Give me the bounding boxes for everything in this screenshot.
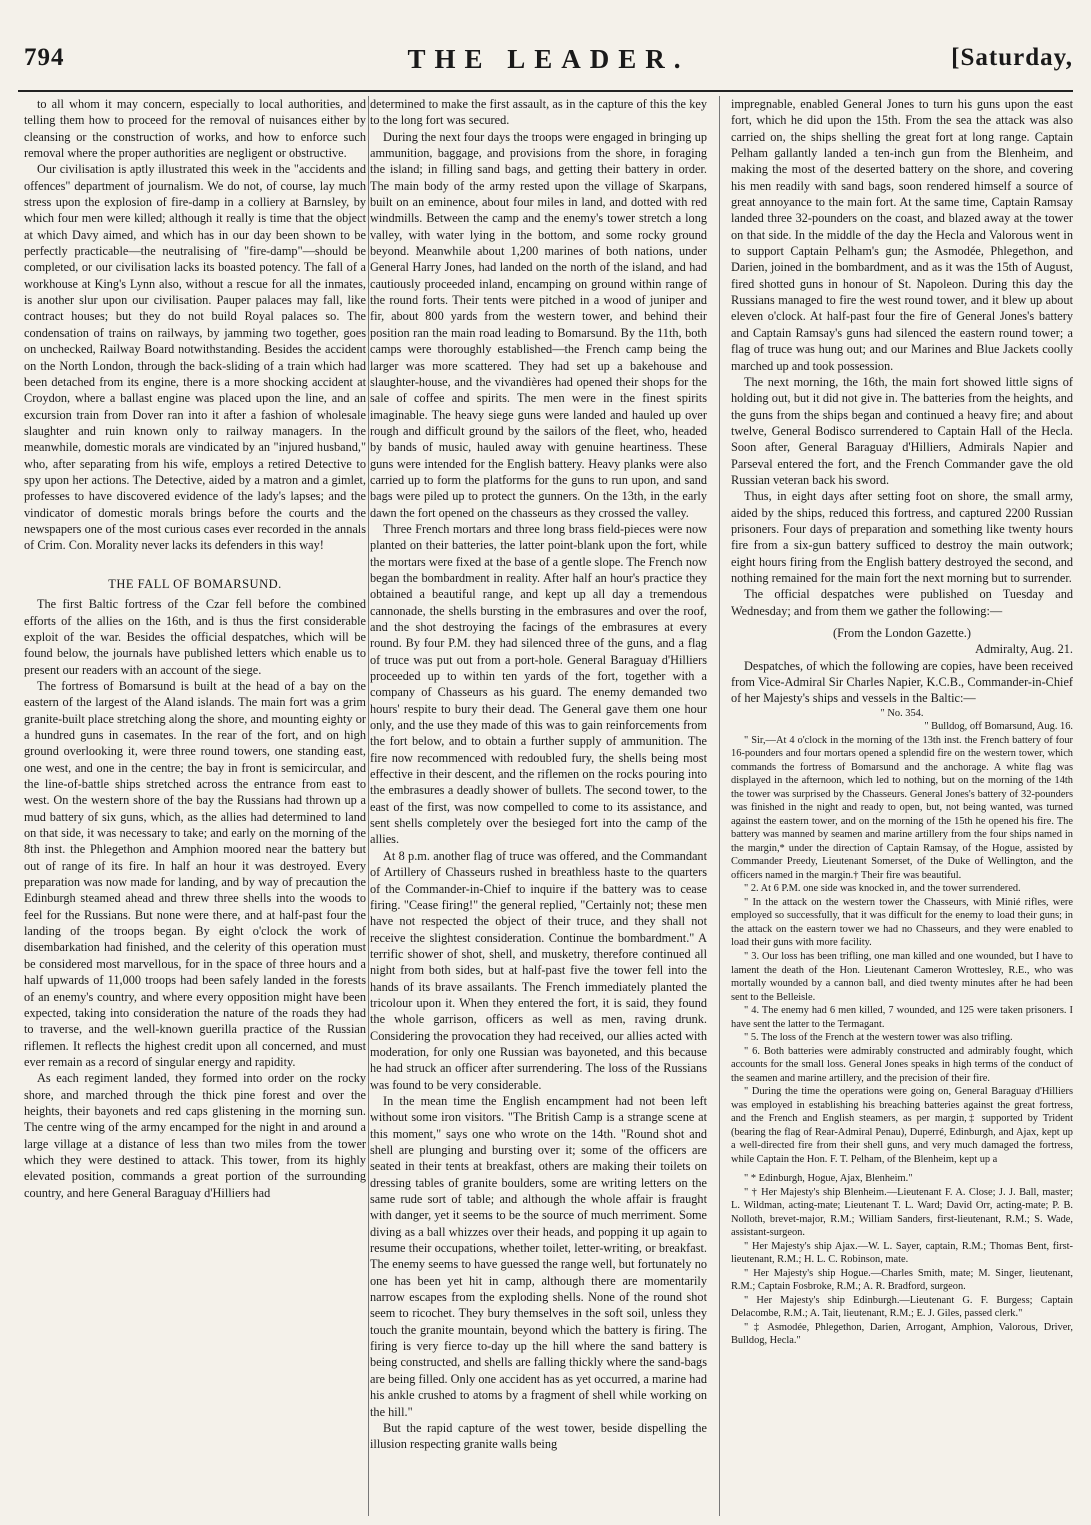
column-divider xyxy=(368,96,369,1516)
footnote: " Her Majesty's ship Ajax.—W. L. Sayer, captain, R.M.; Thomas Bent, first-lieutenant, R.M.; H. L. C. Robinson, mate. xyxy=(731,1240,1073,1266)
paragraph: Three French mortars and three long brass field-pieces were now planted on their batteries, the latter point-blank upon the fort, while the mortars were fixed at the base of a gentle slope. The French now began the bombardment in reality. After half an hour's practice they obtained a beautiful range, and kept up all day a tremendous cannonade, the shells bursting in the embrasures and over the roof, and the shot destroying the facings of the embrasures at every round. By four P.M. they had silenced three of the guns, and a flag of truce was put out from a port-hole. General Baraguay d'Hilliers proceeded up to within ten yards of the fort, together with a company of Chasseurs as his guard. The enemy demanded two hours' respite to bury their dead. The General gave them one hour only, and the use they made of this was to gain reinforcements from the fort below, and to obtain a further supply of ammunition. The fire now recommenced with redoubled fury, the shells being most effective in their descent, and the riflemen on the rocks pouring into the embrasures a deadly shower of bullets. The second tower, to the east of the first, was now compelled to come to its assistance, and sent shells completely over the besieged fort into the camp of the allies. xyxy=(370,521,707,847)
paragraph: At 8 p.m. another flag of truce was offered, and the Commandant of Artillery of Chasseurs rushed in breathless haste to the quarters of the Commander-in-Chief to inquire if the battery was to cease firing. "Cease firing!" the general replied, "Certainly not; these men have not respected the object of their truce, and they shall not receive the slightest consideration. Continue the bombardment." A terrific shower of shot, shell, and musketry, therefore continued all night from both sides, but at half-past five the tower fell into the hands of its brave assailants. The French immediately planted the tricolour upon it. When they entered the fort, it is said, they found the whole garrison, officers as well as men, raving drunk. Considering the provocation they had received, our allies acted with moderation, for only one Russian was bayoneted, and this because he had struck an officer after surrendering. The loss of the Russians was found to be very considerable. xyxy=(370,848,707,1092)
section-title: THE FALL OF BOMARSUND. xyxy=(108,576,282,591)
paragraph: Our civilisation is aptly illustrated this week in the "accidents and offences" department of journalism. We do not, of course, lay much stress upon the explosion of fire-damp in a colliery at Barnsley, by which four men were killed; although it really is time that the object at which Davy aimed, and which has in our day been shown to be perfectly practicable—the neutralising of "fire-damp"—should be completed, or our civilisation lacks its boasted potency. The fall of a workhouse at King's Lynn also, without a rescue for all the inmates, is another slur upon our civilisation. Pauper palaces may fall, like contract houses; but they do not build Royal palaces so. The condensation of trains on railways, by jamming two together, goes on unchecked, Railway Board notwithstanding. Besides the accident on the North London, through the back-sliding of a train which had been detached from its engine, there is a more shocking accident at Croydon, where a ballast engine was placed upon the line, and an excursion train from Dover ran into it after a fashion of wholesale slaughter and ruin known only to railway managers. In the meanwhile, domestic morals are vindicated by an "injured husband," who, after separating from his wife, employs a retired Detective to spy upon her actions. The Detective, aided by a matron and a gimlet, professes to have discovered evidence of the lady's lapses; and the vindicator of domestic morals brings before the courts and the newspapers one of the most curious cases ever recorded in the annals of Crim. Con. Morality never lacks its defenders in this way! xyxy=(24,162,366,553)
footnote: " Her Majesty's ship Edinburgh.—Lieutenant G. F. Burgess; Captain Delacombe, R.M.; A. Tait, lieutenant, R.M.; E. J. Giles, passed clerk." xyxy=(731,1294,1073,1320)
footnote: " * Edinburgh, Hogue, Ajax, Blenheim." xyxy=(744,1173,913,1185)
column-divider xyxy=(719,96,720,1516)
column-3 xyxy=(731,96,1073,1516)
paper-title: THE LEADER. xyxy=(407,44,690,74)
paragraph: In the mean time the English encampment had not been left without some iron visitors. "The British Camp is a strange scene at this moment," says one who wrote on the 14th. "Round shot and shell are plunging and bursting over it; some of the officers are seated in their tents at breakfast, others are making their toilets on dressing tables of granite boulders, some are writing letters on the same rude sort of table; and although the whole affair is fraught with danger, yet it seems to be the source of much merriment. Some diving as a ball whizzes over their heads, and popping it up again to resume their occupations, whether toilet, letter-writing, or breakfast. The enemy seems to have guessed the range well, but fortunately no one has been yet hit in camp, although there are momentarily narrow escapes from the exploding shells. None of the round shot seem to ricochet. They bury themselves in the soft soil, unless they touch the granite mountain, beyond which the battery is firing. The firing is very fierce to-day up the hill where the sand battery is being constructed, and shells are falling thickly where the sand-bags are being filled. Only one accident has as yet occurred, a marine had his ankle crushed to atoms by a fragment of shell while working on the hill." xyxy=(370,1093,707,1419)
despatch-paragraph: " 3. Our loss has been trifling, one man killed and one wounded, but I have to lament the death of the Hon. Lieutenant Cameron Wrottesley, R.E., who was mortally wounded by a cannon ball, and died twenty minutes after he had been sent to the Belleisle. xyxy=(731,951,1073,1003)
paragraph: impregnable, enabled General Jones to turn his guns upon the east fort, which he did upon the 15th. From the sea the attack was also carried on, the ships shelling the great fort at long range. Captain Pelham gallantly landed a ten-inch gun from the Blenheim, and making the most of the deserted battery on the shore, and covering his men readily with sand bags, soon rendered himself a source of great annoyance to the main fort. At the same time, Captain Ramsay landed three 32-pounders on the coast, and blazed away at the tower on that side. In the middle of the day the Hecla and Valorous went in to support Captain Pelham's gun; the Asmodée, Phlegethon, and Darien, joined in the bombardment, and as it was the 15th of August, fired shotted guns in honour of St. Napoleon. During this day the Russians managed to fire the west round tower, and it blew up about eleven o'clock. At half-past four the fire of General Jones's battery and Captain Ramsay's guns had silenced the eastern round tower; a flag of truce was hung out; and our Marines and Blue Jackets coolly marched up and took possession. xyxy=(731,97,1073,373)
paragraph: The first Baltic fortress of the Czar fell before the combined efforts of the allies on the 16th, and is thus the first considerable exploit of the war. Besides the official despatches, which will be found below, the journals have published letters which enable us to present our readers with an account of the siege. xyxy=(24,597,366,677)
despatch-number: " No. 354. xyxy=(880,707,924,719)
header-rule xyxy=(18,90,1073,92)
despatch-paragraph: " In the attack on the western tower the Chasseurs, with Minié rifles, were employed so successfully, that it was difficult for the enemy to load their guns; in the attack on the eastern tower we had no Chasseurs, and they were enabled to load their guns with more facility. xyxy=(731,896,1073,949)
despatch-paragraph: " 2. At 6 P.M. one side was knocked in, and the tower surrendered. xyxy=(744,883,1021,895)
despatch-paragraph: " 4. The enemy had 6 men killed, 7 wounded, and 125 were taken prisoners. I have sent the latter to the Termagant. xyxy=(731,1005,1073,1030)
gazette-dateline: Admiralty, Aug. 21. xyxy=(975,642,1073,657)
despatch-dateline: " Bulldog, off Bomarsund, Aug. 16. xyxy=(924,721,1073,733)
issue-day: [Saturday, xyxy=(951,44,1073,71)
gazette-intro: Despatches, of which the following are copies, have been received from Vice-Admiral Sir Charles Napier, K.C.B., Commander-in-Chief of her Majesty's ships and vessels in the Baltic:— xyxy=(731,658,1073,706)
page-number: 794 xyxy=(24,44,65,71)
masthead xyxy=(24,44,1073,84)
footnote: " Her Majesty's ship Hogue.—Charles Smith, mate; M. Singer, lieutenant, R.M.; Captain Fosbroke, R.M.; A. R. Bradford, surgeon. xyxy=(731,1267,1073,1293)
paragraph: The next morning, the 16th, the main fort showed little signs of holding out, but it did not give in. The batteries from the heights, and the guns from the ships began and continued a heavy fire; and about twelve, General Bodisco surrendered to Captain Hall of the Hecla. Soon after, General Baraguay d'Hilliers, Admirals Napier and Parseval entered the fort, and the French Commander gave the old Russian veteran back his sword. xyxy=(731,374,1073,487)
despatch-paragraph: " 5. The loss of the French at the western tower was also trifling. xyxy=(744,1032,1013,1044)
paragraph: The fortress of Bomarsund is built at the head of a bay on the eastern of the largest of the Aland islands. The main fort was a grim granite-built place stretching along the shore, and mounting eighty or a hundred guns in casemates. In the rear of the fort, and on high ground overlooking it, were three round towers, one standing east, one west, and one in the centre; the bay in front is semicircular, and the line-of-battle ships stretched across the entrance from east to west. On the western shore of the bay the Russians had thrown up a mud battery of six guns, which, as the allies had determined to land on that side, it was necessary to take; and early on the morning of the 8th inst. the Phlegethon and Amphion moored near the battery but out of range of its fire. In half an hour it was destroyed. Every preparation was now made for landing, and by way of precaution the Edinburgh steamed ahead and threw three shells into the woods to feel for the Russians. But none were there, and at half-past four the landing of the troops began. By eight o'clock the work of disembarkation had finished, and the celerity of this operation must be considered most marvellous, for in the space of three hours and a half upwards of 11,000 troops had been safely landed in the forests of an enemy's country, and where every opposition might have been expected, taking into consideration the nature of the roads they had to traverse, and the well-known guerilla practice of the Russian riflemen. It reflects the highest credit upon all concerned, and must ever remain as a record of singular energy and rapidity. xyxy=(24,678,366,1069)
paragraph: The official despatches were published on Tuesday and Wednesday; and from them we gather the following:— xyxy=(731,587,1073,618)
paragraph: determined to make the first assault, as in the capture of this the key to the long fort was secured. xyxy=(370,97,707,128)
paragraph: Thus, in eight days after setting foot on shore, the small army, aided by the ships, reduced this fortress, and captured 2200 Russian prisoners. Four days of preparation and something like twenty hours fire from a six-gun battery sufficed to destroy the main outwork; eight hours firing from the English battery destroyed the second, and nothing remained for the main fort the next morning but to surrender. xyxy=(731,489,1073,585)
footnote: " † Her Majesty's ship Blenheim.—Lieutenant F. A. Close; J. J. Ball, master; L. Wildman, acting-mate; Lieutenant T. L. Ward; David Orr, acting-mate; P. B. Nolloth, brevet-major, R.M.; William Sanders, first-lieutenant, R.M.; S. Wade, assistant-surgeon. xyxy=(731,1186,1073,1239)
column-2 xyxy=(370,96,707,1516)
paragraph: to all whom it may concern, especially to local authorities, and telling them how to proceed for the removal of nuisances either by cleansing or the construction of works, and how to enforce such removal where the proper authorities are negligent or obstructive. xyxy=(24,97,366,161)
paragraph: But the rapid capture of the west tower, beside dispelling the illusion respecting granite walls being xyxy=(370,1420,707,1452)
paragraph: During the next four days the troops were engaged in bringing up ammunition, baggage, and provisions from the shore, in foraging the island; in filling sand bags, and getting their battery in order. The main body of the army rested upon the village of Skarpans, built on an eminence, about four miles in land, and dotted with red windmills. Between the camp and the enemy's tower stretch a long valley, with water lying in the bottom, and some rocky ground beyond. Meanwhile about 1,200 marines of both nations, under General Harry Jones, had landed on the north of the island, and had cautiously proceeded inland, encamping on ground within range of the round forts. Their tents were pitched in a wood of juniper and fir, about 800 yards from the western tower, and behind their position ran the main road leading to Bomarsund. By the 11th, both camps were thoroughly established—the French camp being the larger was more scattered. They had set up a bakehouse and slaughter-house, and the vivandières had opened their shops for the sale of coffee and spirits. The men were in the finest spirits imaginable. The heavy siege guns were landed and hauled up over rough and difficult ground by the sailors of the fleet, who, headed by bands of music, hauled away with genuine heartiness. These guns were intended for the English battery. Heavy planks were also carried up to form the platforms for the guns to run upon, and sand bags were piled up to protect the gunners. On the 13th, in the early dawn the fort opened on the chasseurs as they crossed the valley. xyxy=(370,129,707,520)
paragraph: As each regiment landed, they formed into order on the rocky shore, and marched through the thick pine forest and over the heights, their bayonets and red caps glistening in the morning sun. The centre wing of the army encamped for the night in and around a large village at a distance of less than two miles from the tower which they were destined to attack. This tower, from its highly elevated position, commands a great portion of the surrounding country, and here General Baraguay d'Hilliers had xyxy=(24,1071,366,1200)
column-1 xyxy=(24,96,366,1516)
despatch-paragraph: " During the time the operations were going on, General Baraguay d'Hilliers was employed in establishing his breaching batteries against the great fortress, and the French and English steamers, as per margin,‡ supported by Trident (bearing the flag of Rear-Admiral Penau), Duperré, Edinburgh, and Ajax, kept up a well-directed fire from their shell guns, and very much damaged the fortress, while Captain the Hon. F. T. Pelham, of the Blenheim, kept up a xyxy=(731,1086,1073,1165)
gazette-source: (From the London Gazette.) xyxy=(833,626,971,640)
footnote: " ‡ Asmodée, Phlegethon, Darien, Arrogant, Amphion, Valorous, Driver, Bulldog, Hecla." xyxy=(731,1321,1073,1347)
despatch-paragraph: " Sir,—At 4 o'clock in the morning of the 13th inst. the French battery of four 16-pounders and four mortars opened a splendid fire on the western tower, which commands the fortress of Bomarsund and the anchorage. A white flag was displayed in the afternoon, which led to nothing, but on the morning of the 14th the tower was surprised by the Chasseurs. General Jones's battery of 32-pounders was finished in the night and ready to open, but, not being wanted, was turned against the eastern tower, and on the morning of the 15th he opened his fire. The battery was manned by seamen and marine artillery from the four ships named in the margin,* under the direction of Captain Ramsay, of the Hogue, assisted by Commander Preedy, Lieutenant Somerset, of the Duke of Wellington, and the officers named in the margin.† Their fire was beautiful. xyxy=(731,734,1073,881)
despatch-paragraph: " 6. Both batteries were admirably constructed and admirably fought, which accounts for the small loss. General Jones speaks in high terms of the conduct of the seamen and marine artillery, and the precision of their fire. xyxy=(731,1045,1073,1084)
